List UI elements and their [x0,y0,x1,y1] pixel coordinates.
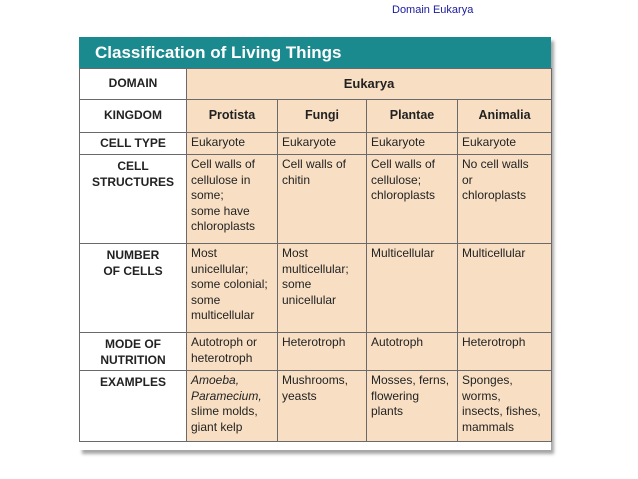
text-line: chloroplasts [462,188,527,202]
text-line: Cell walls of [282,157,347,171]
row-examples [80,371,552,442]
header-line: OF CELLS [103,263,163,278]
text-line: Amoeba, [191,373,240,387]
text-line: Mushrooms, [282,373,349,387]
text-line: Paramecium, [191,388,262,403]
domain-value: Eukarya [187,69,552,100]
header-cell-type: CELL TYPE [80,133,187,155]
text-line: Most [282,246,309,260]
text-line: unicellular; [191,261,249,276]
text-line: chloroplasts [371,188,436,202]
number-of-cells-fungi [278,244,367,333]
cell-type-fungi: Eukaryote [278,133,367,155]
text-line: Heterotroph [462,335,526,349]
row-domain [80,69,552,100]
cell-type-protista: Eukaryote [187,133,278,155]
nutrition-protista [187,333,278,371]
text-line: Heterotroph [282,335,346,349]
kingdom-protista: Protista [187,100,278,133]
row-mode-of-nutrition [80,333,552,371]
kingdom-animalia: Animalia [458,100,552,133]
text-line: insects, fishes, [462,404,541,418]
classification-table-figure [79,37,551,450]
text-line: plants [371,404,404,418]
text-line: Mosses, ferns, [371,373,450,387]
text-line: worms, [462,388,501,403]
text-line: Sponges, [462,373,513,387]
row-cell-type [80,133,552,155]
header-line: STRUCTURES [91,174,174,189]
text-line: No cell walls [462,157,529,171]
cell-structures-protista [187,155,278,244]
classification-table [79,68,552,442]
header-line: NUTRITION [100,352,166,367]
cell-type-plantae: Eukaryote [367,133,458,155]
cell-structures-animalia [458,155,552,244]
header-cell-structures [80,155,187,244]
examples-protista [187,371,278,442]
text-line: unicellular [282,292,337,307]
number-of-cells-plantae [367,244,458,333]
header-number-of-cells [80,244,187,333]
text-line: some have [191,203,250,218]
text-line: multicellular [191,308,255,322]
table-title: Classification of Living Things [79,37,551,68]
text-line: Most [191,246,218,260]
examples-animalia [458,371,552,442]
text-line: chitin [282,172,311,187]
text-line: some [282,277,312,291]
text-line: Cell walls of [191,157,256,171]
text-line: mammals [462,419,515,434]
text-line: giant kelp [191,419,243,434]
number-of-cells-protista [187,244,278,333]
cell-structures-plantae [367,155,458,244]
cell-structures-fungi [278,155,367,244]
text-line: chloroplasts [191,219,256,233]
text-line: heterotroph [191,350,253,365]
examples-fungi [278,371,367,442]
text-line: Multicellular [462,246,526,260]
nutrition-animalia [458,333,552,371]
number-of-cells-animalia [458,244,552,333]
nutrition-plantae [367,333,458,371]
header-domain: DOMAIN [80,69,187,100]
text-line: Cell walls of [371,157,436,171]
text-line: cellulose in [191,172,251,187]
text-line: some; [191,188,224,202]
header-line: CELL [117,159,149,173]
header-examples: EXAMPLES [80,371,187,442]
kingdom-fungi: Fungi [278,100,367,133]
header-line: NUMBER [106,248,160,262]
header-kingdom: KINGDOM [80,100,187,133]
text-line: slime molds, [191,404,258,418]
text-line: Autotroph [371,335,424,349]
header-line: MODE OF [105,337,161,351]
row-kingdom [80,100,552,133]
cell-type-animalia: Eukaryote [458,133,552,155]
text-line: some colonial; [191,277,268,291]
text-line: or [462,172,473,187]
text-line: Multicellular [371,246,435,260]
text-line: some [191,292,221,307]
text-line: multicellular; [282,261,349,276]
text-line: cellulose; [371,172,422,187]
text-line: Autotroph or [191,335,258,349]
text-line: flowering [371,388,420,403]
text-line: yeasts [282,388,317,403]
nutrition-fungi [278,333,367,371]
kingdom-plantae: Plantae [367,100,458,133]
header-mode-of-nutrition [80,333,187,371]
row-cell-structures [80,155,552,244]
row-number-of-cells [80,244,552,333]
page-heading: Domain Eukarya [392,4,474,16]
examples-plantae [367,371,458,442]
